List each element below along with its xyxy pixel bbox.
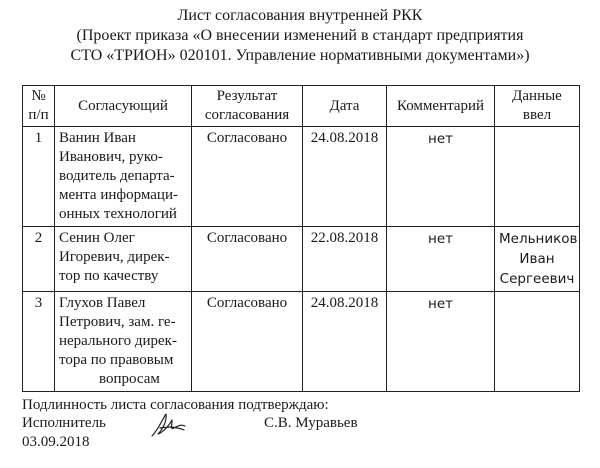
row-date: 24.08.2018 [303,127,387,227]
signature-icon [148,410,188,440]
row-comment: нет [387,292,495,392]
row-num: 2 [23,227,55,292]
row-num: 1 [23,127,55,227]
executor-name: С.В. Муравьев [264,415,358,431]
table-row [23,292,580,392]
row-result: Согласовано [192,127,303,227]
document-subtitle-line2: СТО «ТРИОН» 020101. Управление нормативными документами») [70,47,530,64]
header-result: Результат согласования [192,86,303,127]
executor-label: Исполнитель [22,415,106,431]
document-title: Лист согласования внутренней РКК [177,7,423,24]
row-num: 3 [23,292,55,392]
table-row [23,127,580,227]
header-num: № п/п [23,86,55,127]
table-row [23,227,580,292]
row-entered-by [495,127,580,227]
row-approver: Сенин Олег Игоревич, дирек- тор по качеству [55,227,192,292]
row-approver: Глухов Павел Петрович, зам. ге- нерального дирек- тора по правовым вопросам [55,292,192,392]
document-subtitle-line1: (Проект приказа «О внесении изменений в стандарт предприятия [76,27,524,44]
row-date: 24.08.2018 [303,292,387,392]
row-entered-by: Мельников Иван Сергеевич [495,227,580,292]
row-date: 22.08.2018 [303,227,387,292]
row-result: Согласовано [192,292,303,392]
row-approver: Ванин Иван Иванович, руко- водитель департа- мента информаци- онных технологий [55,127,192,227]
header-comment: Комментарий [387,86,495,127]
executor-date: 03.09.2018 [22,434,90,450]
row-entered-by [495,292,580,392]
table-header-row [23,86,580,127]
row-result: Согласовано [192,227,303,292]
row-comment: нет [387,227,495,292]
confirmation-text: Подлинность листа согласования подтверждаю: [22,397,329,413]
row-comment: нет [387,127,495,227]
header-approver: Согласующий [55,86,192,127]
header-entered-by: Данные ввел [495,86,580,127]
header-date: Дата [303,86,387,127]
document-title-block [0,6,600,66]
approval-table [22,85,580,392]
